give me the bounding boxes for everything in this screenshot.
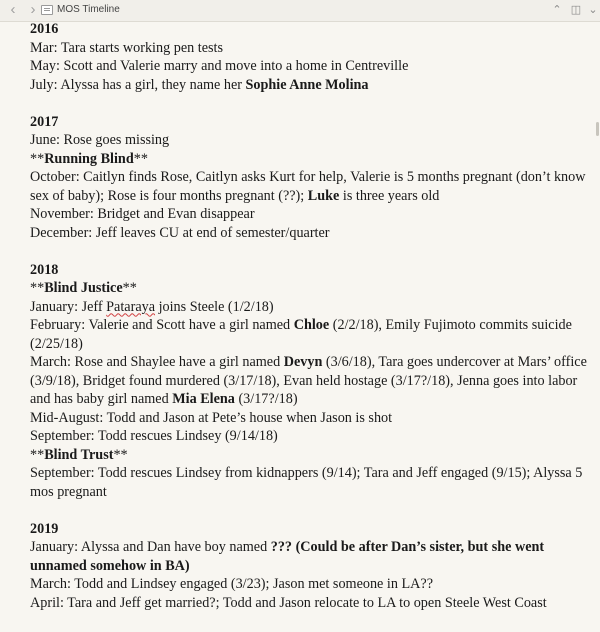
markup-marker: ** xyxy=(122,280,137,296)
entry-text: January: Jeff xyxy=(30,298,107,315)
entry-text: January: Alyssa and Dan have boy named xyxy=(30,539,271,555)
entry-2018-september-2: September: Todd rescues Lindsey from kidnappers (9/14); Tara and Jeff engaged (9/15); Alyssa 5 mos pregnant xyxy=(30,465,583,500)
child-name: Chloe xyxy=(293,317,330,333)
child-name: Mia Elena xyxy=(172,391,235,407)
entry-text: (3/17?/18) xyxy=(234,391,298,407)
entry-2016-mar: Mar: Tara starts working pen tests xyxy=(30,39,223,56)
year-heading-2017: 2017 xyxy=(30,113,59,130)
entry-text: joins Steele (1/2/18) xyxy=(155,298,274,315)
window-titlebar xyxy=(0,0,600,22)
entry-text: February: Valerie and Scott have a girl named xyxy=(30,317,294,333)
book-title: Blind Justice xyxy=(44,280,123,296)
document-body[interactable] xyxy=(30,20,590,612)
child-name: Sophie Anne Molina xyxy=(245,76,369,93)
entry-text: is three years old xyxy=(339,187,440,204)
entry-2019-january xyxy=(30,538,590,575)
entry-2017-november: November: Bridget and Evan disappear xyxy=(30,206,255,222)
chevron-down-icon[interactable]: ⌄ xyxy=(588,4,598,16)
markup-marker: ** xyxy=(113,446,128,463)
year-heading-2019: 2019 xyxy=(30,520,59,537)
document-icon xyxy=(41,5,53,15)
entry-2018-mid-august: Mid-August: Todd and Jason at Pete’s house when Jason is shot xyxy=(30,409,393,426)
entry-2016-may: May: Scott and Valerie marry and move into a home in Centreville xyxy=(30,58,409,74)
entry-text: July: Alyssa has a girl, they name her xyxy=(30,76,246,93)
chevron-up-icon[interactable]: ⌃ xyxy=(552,4,562,16)
sidebar-icon[interactable]: ◫ xyxy=(570,4,582,16)
entry-2019-march: March: Todd and Lindsey engaged (3/23); Jason met someone in LA?? xyxy=(30,576,433,592)
child-name: Devyn xyxy=(283,354,323,370)
chevron-left-icon[interactable]: ‹ xyxy=(10,1,16,18)
entry-2018-march xyxy=(30,353,590,409)
entry-text: (3/6/18), Tara goes undercover at Mars’ office (3/9/18), Bridget found murdered (3/17/18), Evan held hostage (3/17?/18), Jenna goes into labor and has baby girl named xyxy=(30,354,587,407)
entry-2017-december: December: Jeff leaves CU at end of semester/quarter xyxy=(30,224,330,241)
markup-marker: ** xyxy=(30,280,45,296)
entry-text: (2/2/18), Emily Fujimoto commits suicide (2/25/18) xyxy=(30,317,572,352)
entry-text: October: Caitlyn finds Rose, Caitlyn asks Kurt for help, Valerie is 5 months pregnant (don’t know sex of baby); Rose is four months pregnant (??); xyxy=(30,169,586,204)
bold-note: ??? (Could be after Dan’s sister, but she went unnamed somehow in BA) xyxy=(30,539,545,574)
entry-2017-october xyxy=(30,168,590,205)
book-heading-blind-trust xyxy=(30,446,590,465)
book-heading-blind-justice xyxy=(30,279,590,298)
entry-text: March: Rose and Shaylee have a girl named xyxy=(30,354,284,370)
entry-2018-january xyxy=(30,298,590,317)
year-heading-2018: 2018 xyxy=(30,261,59,278)
book-title: Blind Trust xyxy=(44,446,114,463)
book-heading-running-blind xyxy=(30,150,590,169)
chevron-right-icon[interactable]: › xyxy=(30,1,36,18)
markup-marker: ** xyxy=(30,446,45,463)
window-title: MOS Timeline xyxy=(57,4,120,15)
misspelled-word[interactable]: Pataraya xyxy=(106,298,156,315)
child-name: Luke xyxy=(307,187,340,204)
scrollbar-thumb[interactable] xyxy=(596,122,599,136)
entry-2018-september-1: September: Todd rescues Lindsey (9/14/18) xyxy=(30,428,278,444)
book-title: Running Blind xyxy=(44,150,134,167)
markup-marker: ** xyxy=(30,150,45,167)
year-heading-2016: 2016 xyxy=(30,21,59,37)
markup-marker: ** xyxy=(133,150,148,167)
entry-2019-april: April: Tara and Jeff get married?; Todd and Jason relocate to LA to open Steele West Coast xyxy=(30,594,547,611)
entry-2018-february xyxy=(30,316,590,353)
entry-2017-june: June: Rose goes missing xyxy=(30,132,170,148)
entry-2016-july xyxy=(30,76,590,95)
